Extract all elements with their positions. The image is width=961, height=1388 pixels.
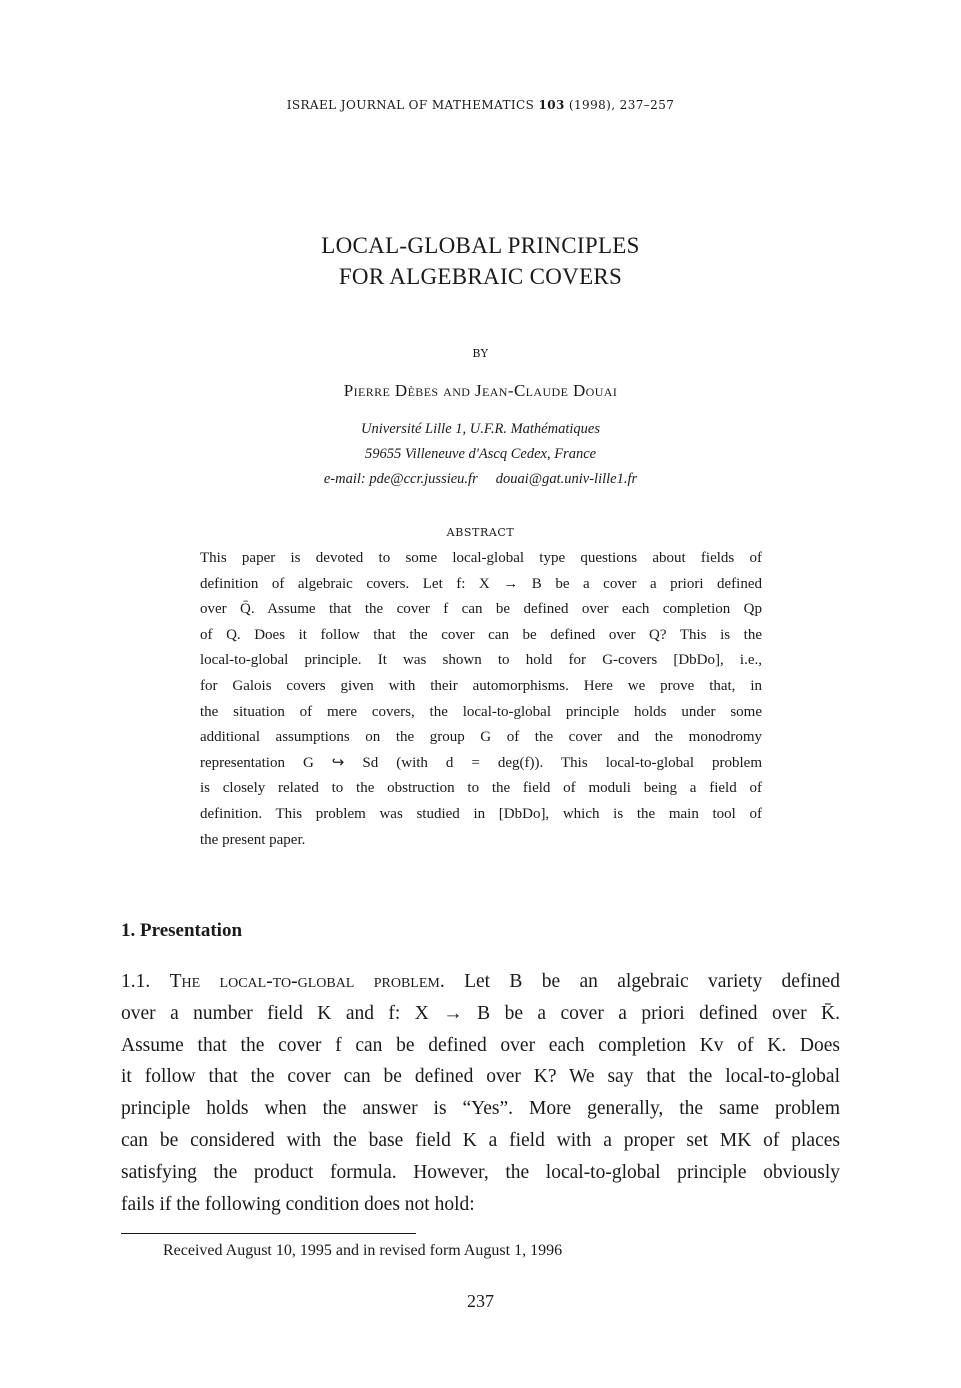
section-title: Presentation xyxy=(140,920,243,941)
abstract-line: definition of algebraic covers. Let f: X → B be a cover a priori defined xyxy=(200,575,762,592)
abstract-line: definition. This problem was studied in [DbDo], which is the main tool of xyxy=(200,805,762,822)
abstract-heading: ABSTRACT xyxy=(446,526,515,539)
abstract-line: additional assumptions on the group G of the cover and the monodromy xyxy=(200,729,762,746)
abstract-line: is closely related to the obstruction to the field of moduli being a field of xyxy=(200,780,762,797)
body-line-first xyxy=(121,966,840,998)
journal-volume: 103 xyxy=(538,98,565,112)
paper-title xyxy=(0,230,961,292)
body-line: fails if the following condition does not hold: xyxy=(121,1193,475,1215)
body-line: satisfying the product formula. However, the local-to-global principle obviously xyxy=(121,1161,840,1183)
body-line: Assume that the cover f can be defined over each completion Kv of K. Does xyxy=(121,1034,840,1056)
abstract-line: the situation of mere covers, the local-to-global principle holds under some xyxy=(200,703,762,720)
page-number: 237 xyxy=(467,1291,494,1311)
abstract-line: over Q̄. Assume that the cover f can be defined over each completion Qp xyxy=(200,601,762,618)
body-text xyxy=(121,966,840,1220)
email-line xyxy=(0,467,961,492)
subsection-title: The local-to-global problem. xyxy=(169,971,445,992)
title-line-2: FOR ALGEBRAIC COVERS xyxy=(338,264,623,289)
journal-name: ISRAEL JOURNAL OF MATHEMATICS xyxy=(286,98,535,112)
abstract-line: of Q. Does it follow that the cover can be defined over Q? This is the xyxy=(200,626,762,643)
abstract-text xyxy=(200,546,762,853)
email-1: pde@ccr.jussieu.fr xyxy=(369,471,478,487)
body-line: it follow that the cover can be defined over K? We say that the local-to-global xyxy=(121,1066,840,1088)
authors: Pierre Dèbes and Jean-Claude Douai xyxy=(343,381,618,400)
footnote-rule xyxy=(121,1233,416,1234)
subsection-number: 1.1. xyxy=(121,971,151,992)
affiliation-line-2: 59655 Villeneuve d'Ascq Cedex, France xyxy=(364,446,597,462)
abstract-line: for Galois covers given with their automorphisms. Here we prove that, in xyxy=(200,677,762,694)
abstract-line: representation G ↪ Sd (with d = deg(f)). This local-to-global problem xyxy=(200,754,762,771)
abstract-line: local-to-global principle. It was shown to hold for G-covers [DbDo], i.e., xyxy=(200,652,762,669)
journal-year-pages: (1998), 237–257 xyxy=(568,98,675,112)
section-heading xyxy=(121,920,242,942)
affiliation-line-1: Université Lille 1, U.F.R. Mathématiques xyxy=(361,421,600,437)
body-line: over a number field K and f: X → B be a cover a priori defined over K̄. xyxy=(121,1002,840,1024)
affiliation xyxy=(0,417,961,492)
title-line-1: LOCAL-GLOBAL PRINCIPLES xyxy=(321,233,640,258)
footnote: Received August 10, 1995 and in revised form August 1, 1996 xyxy=(163,1242,563,1259)
body-line: principle holds when the answer is “Yes”. More generally, the same problem xyxy=(121,1098,840,1120)
body-line: Let B be an algebraic variety defined xyxy=(464,971,841,992)
body-line: can be considered with the base field K a field with a proper set MK of places xyxy=(121,1129,840,1151)
section-number: 1. xyxy=(121,920,136,941)
email-2: douai@gat.univ-lille1.fr xyxy=(495,471,638,487)
email-label: e-mail: xyxy=(323,471,366,487)
abstract-line: the present paper. xyxy=(200,831,306,848)
by-label: BY xyxy=(472,347,489,360)
journal-header xyxy=(0,98,961,112)
abstract-line: This paper is devoted to some local-global type questions about fields of xyxy=(200,550,762,566)
